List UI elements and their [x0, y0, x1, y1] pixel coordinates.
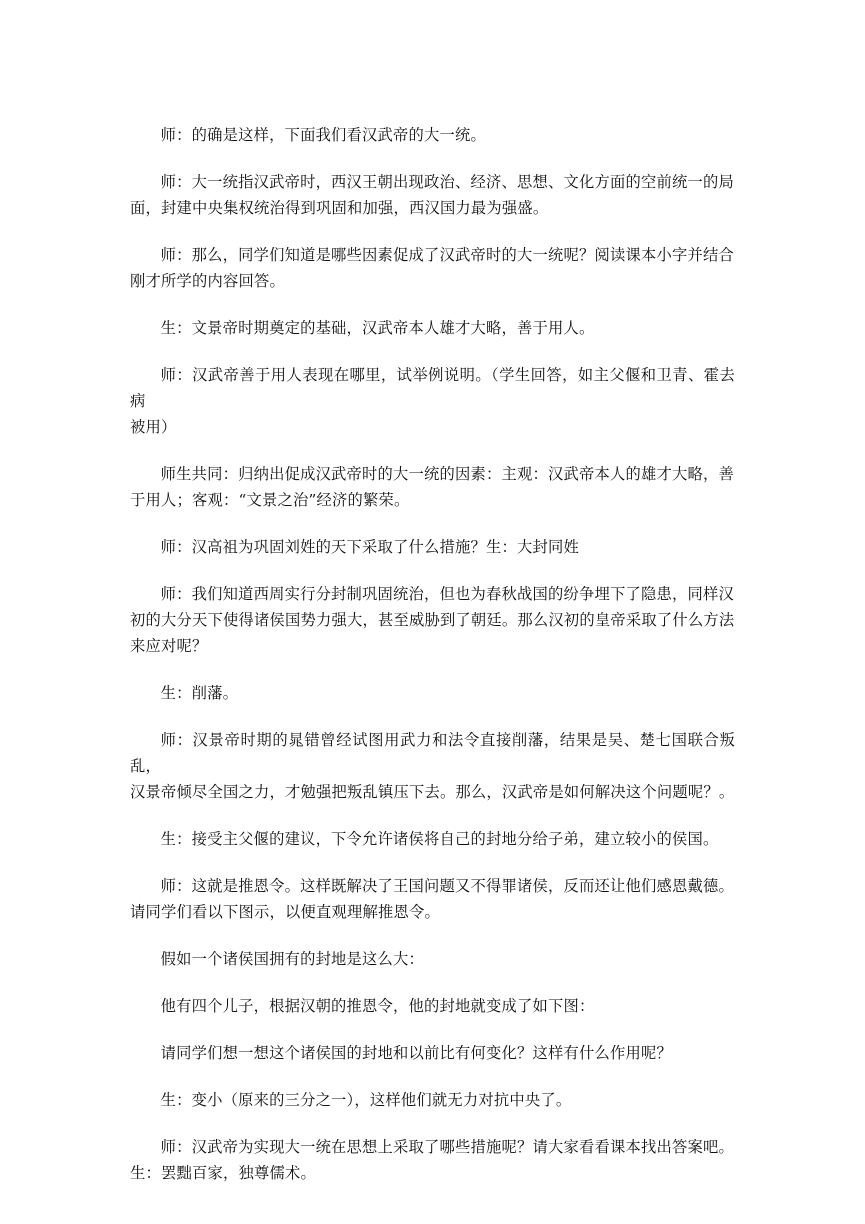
paragraph-line: 师：大一统指汉武帝时，西汉王朝出现政治、经济、思想、文化方面的空前统一的局 — [160, 173, 734, 191]
paragraph-line: 请同学们看以下图示，以便直观理解推恩令。 — [130, 903, 440, 921]
document-body — [130, 122, 735, 1207]
paragraph-12 — [130, 873, 735, 925]
paragraph-13 — [130, 946, 735, 972]
paragraph-7 — [130, 534, 735, 560]
paragraph-14 — [130, 993, 735, 1019]
paragraph-1 — [130, 122, 735, 148]
paragraph-6 — [130, 461, 735, 513]
paragraph-line: 假如一个诸侯国拥有的封地是这么大： — [160, 950, 425, 968]
paragraph-15 — [130, 1040, 735, 1066]
paragraph-line: 生：接受主父偃的建议，下令允许诸侯将自己的封地分给子弟，建立较小的侯国。 — [160, 830, 719, 848]
paragraph-line: 生：罢黜百家，独尊儒术。 — [130, 1164, 316, 1182]
paragraph-line: 面，封建中央集权统治得到巩固和加强，西汉国力最为强盛。 — [130, 199, 549, 217]
paragraph-line: 请同学们想一想这个诸侯国的封地和以前比有何变化？这样有什么作用呢？ — [160, 1044, 672, 1062]
paragraph-11 — [130, 826, 735, 852]
paragraph-line: 来应对呢？ — [130, 637, 208, 655]
paragraph-2 — [130, 169, 735, 221]
paragraph-line: 初的大分天下使得诸侯国势力强大，甚至威胁到了朝廷。那么汉初的皇帝采取了什么方法 — [130, 611, 735, 629]
paragraph-line: 师：那么，同学们知道是哪些因素促成了汉武帝时的大一统呢？阅读课本小字并结合 — [160, 246, 734, 264]
paragraph-9 — [130, 680, 735, 706]
paragraph-17 — [130, 1134, 735, 1186]
paragraph-16 — [130, 1087, 735, 1113]
paragraph-line: 师：汉武帝为实现大一统在思想上采取了哪些措施呢？请大家看看课本找出答案吧。 — [160, 1138, 734, 1156]
paragraph-line: 师：汉景帝时期的晁错曾经试图用武力和法令直接削藩，结果是吴、楚七国联合叛乱， — [130, 731, 735, 775]
paragraph-line: 刚才所学的内容回答。 — [130, 272, 285, 290]
paragraph-3 — [130, 242, 735, 294]
paragraph-8 — [130, 581, 735, 659]
paragraph-line: 他有四个儿子，根据汉朝的推恩令，他的封地就变成了如下图： — [160, 997, 595, 1015]
paragraph-line: 师：这就是推恩令。这样既解决了王国问题又不得罪诸侯，反而还让他们感恩戴德。 — [160, 877, 734, 895]
paragraph-10 — [130, 727, 735, 805]
paragraph-line: 被用） — [130, 418, 177, 436]
paragraph-line: 生：变小（原来的三分之一），这样他们就无力对抗中央了。 — [160, 1091, 572, 1109]
paragraph-line: 生：削藩。 — [160, 684, 239, 702]
paragraph-line: 师：我们知道西周实行分封制巩固统治，但也为春秋战国的纷争埋下了隐患，同样汉 — [160, 585, 734, 603]
paragraph-line: 师：的确是这样，下面我们看汉武帝的大一统。 — [160, 126, 487, 144]
paragraph-line: 汉景帝倾尽全国之力，才勉强把叛乱镇压下去。那么，汉武帝是如何解决这个问题呢？。 — [130, 783, 735, 801]
paragraph-line: 于用人；客观：“文景之治”经济的繁荣。 — [130, 491, 410, 509]
paragraph-line: 师：汉高祖为巩固刘姓的天下采取了什么措施？生：大封同姓 — [160, 538, 580, 556]
paragraph-5 — [130, 362, 735, 440]
paragraph-line: 生：文景帝时期奠定的基础，汉武帝本人雄才大略，善于用人。 — [160, 319, 595, 337]
paragraph-line: 师生共同：归纳出促成汉武帝时的大一统的因素：主观：汉武帝本人的雄才大略，善 — [160, 465, 734, 483]
paragraph-4 — [130, 315, 735, 341]
paragraph-line: 师：汉武帝善于用人表现在哪里，试举例说明。（学生回答，如主父偃和卫青、霍去病 — [130, 366, 735, 410]
